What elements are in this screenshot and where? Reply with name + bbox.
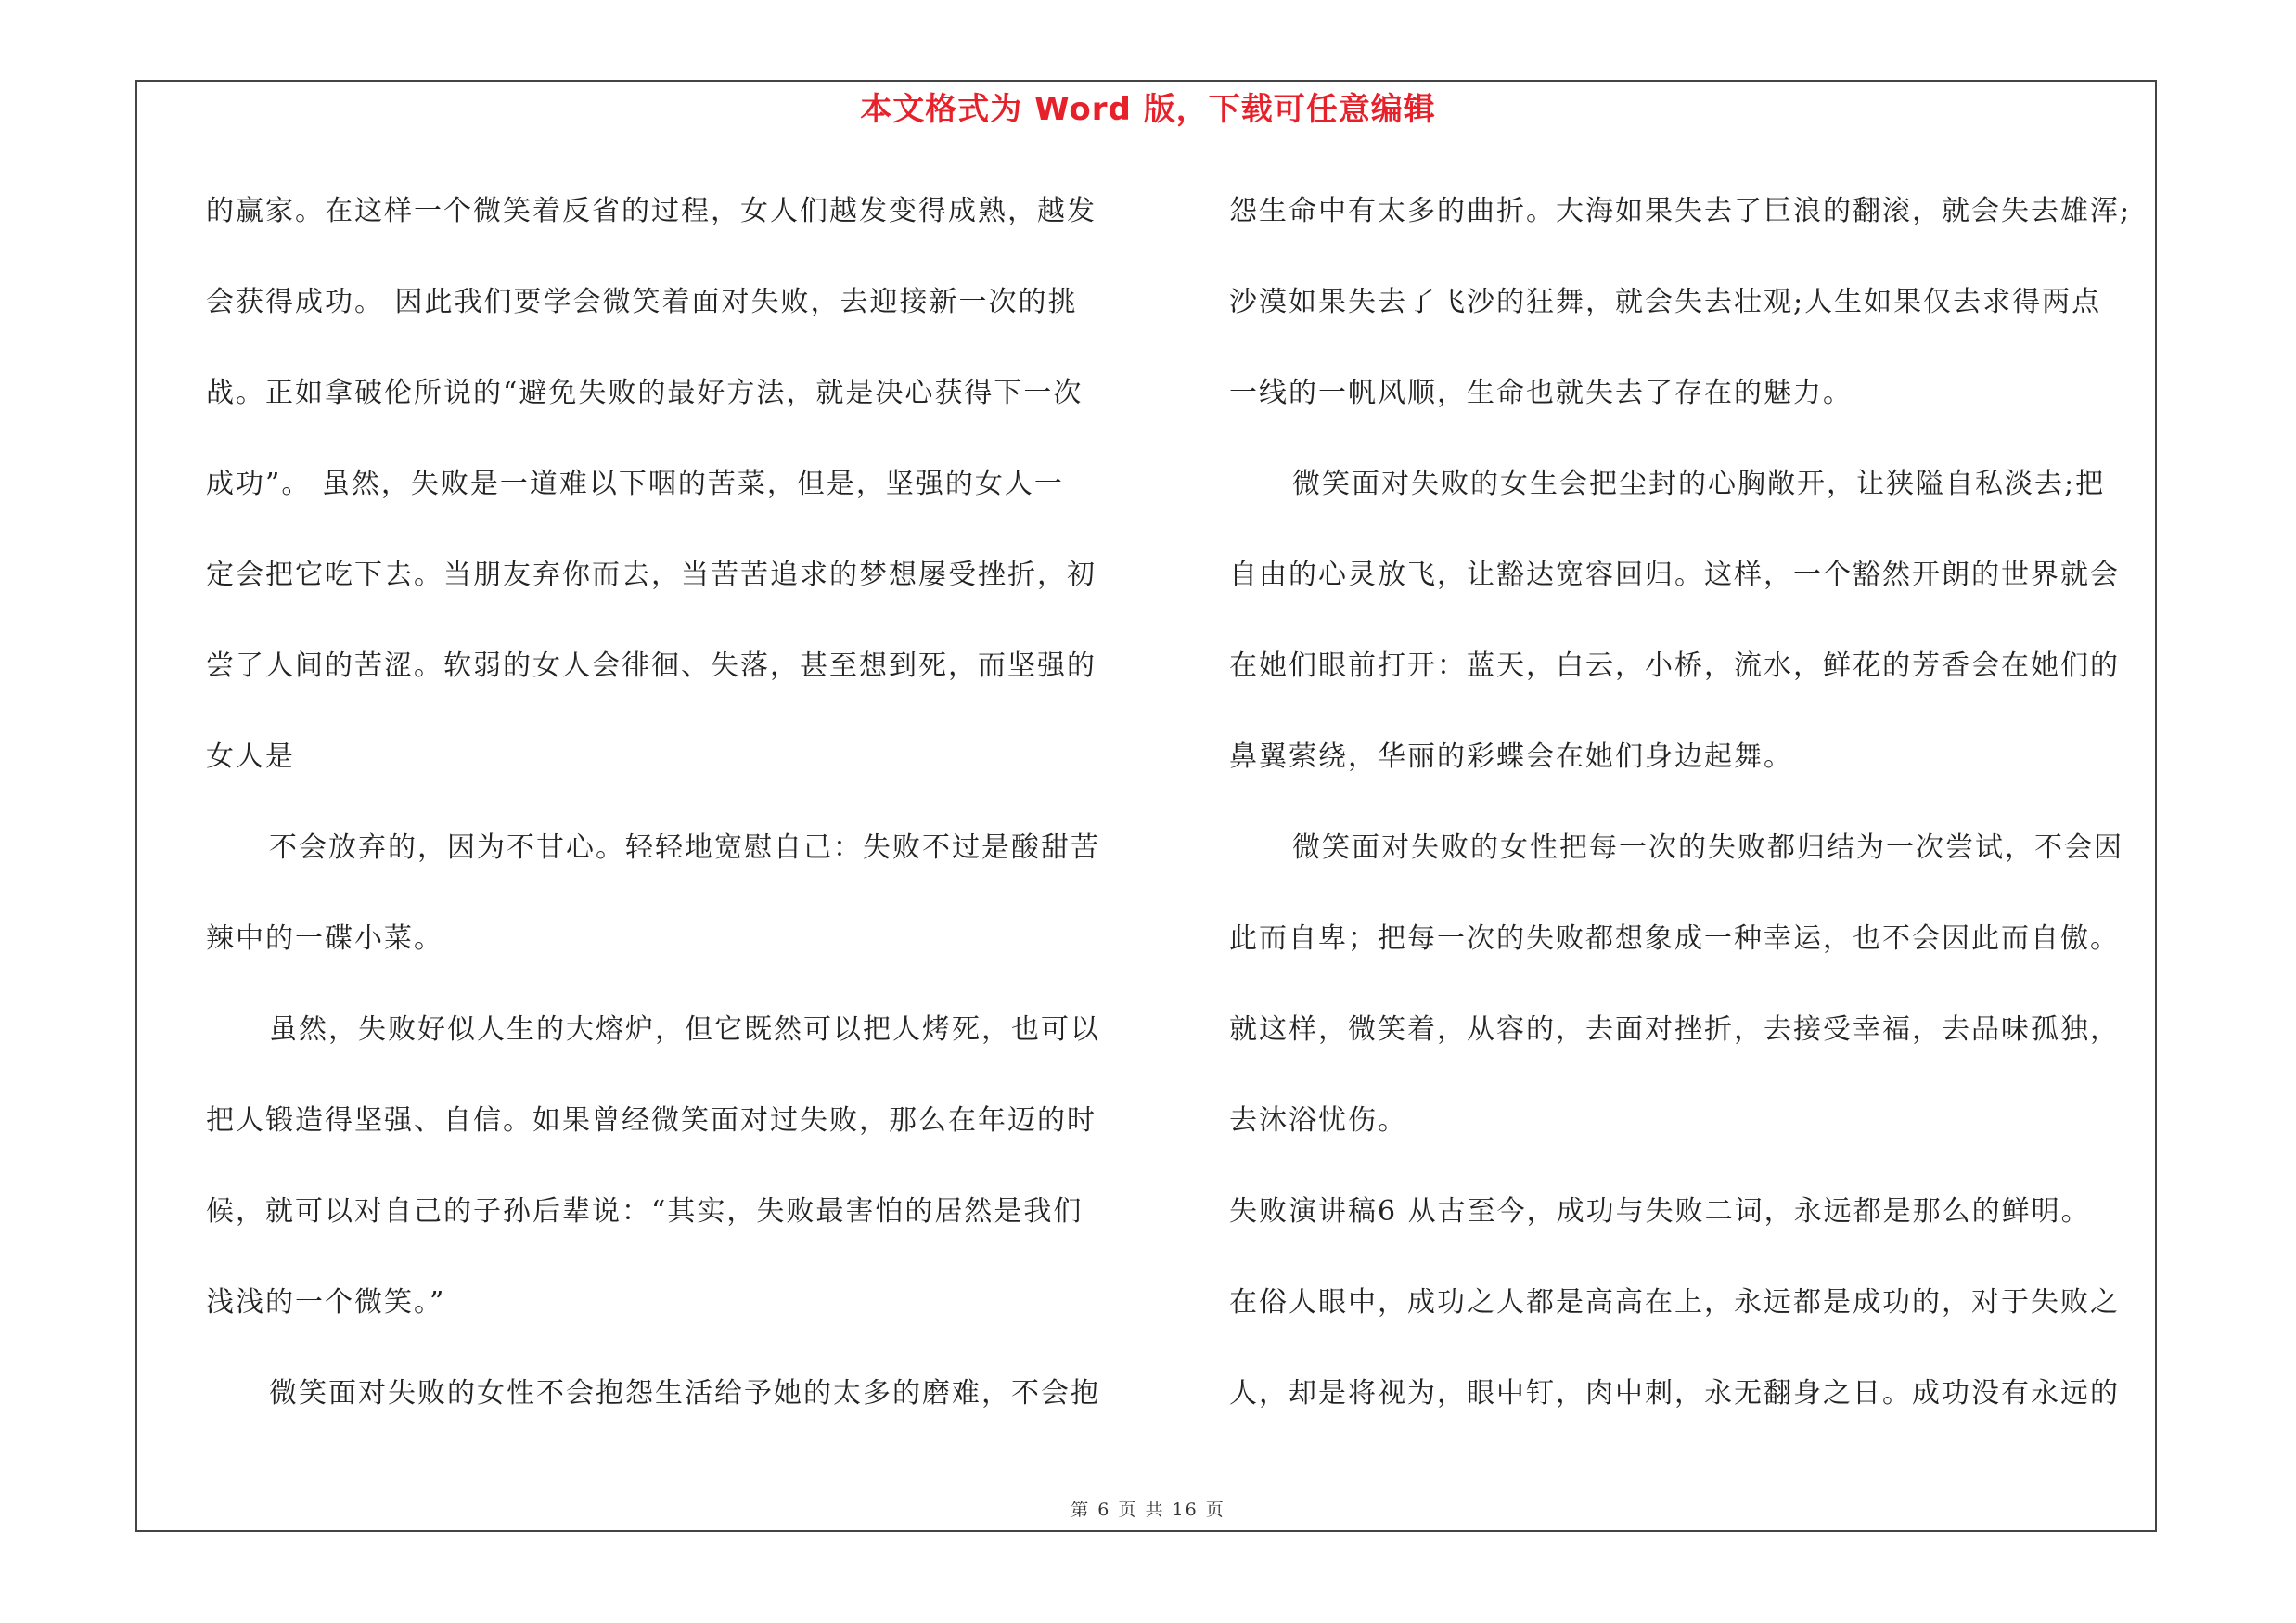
paragraph-line: 去沐浴忧伤。 bbox=[1229, 1104, 1407, 1137]
paragraph-line: 不会放弃的，因为不甘心。轻轻地宽慰自己：失败不过是酸甜苦 bbox=[269, 831, 1100, 864]
paragraph-line: 微笑面对失败的女生会把尘封的心胸敞开，让狭隘自私淡去;把 bbox=[1292, 468, 2106, 500]
paragraph-line: 候，就可以对自己的子孙后辈说：“其实，失败最害怕的居然是我们 bbox=[206, 1195, 1084, 1228]
paragraph-line: 战。正如拿破伦所说的“避免失败的最好方法，就是决心获得下一次 bbox=[206, 377, 1084, 409]
paragraph-line: 把人锻造得坚强、自信。如果曾经微笑面对过失败，那么在年迈的时 bbox=[206, 1104, 1097, 1137]
left-text-column bbox=[206, 182, 1129, 1455]
paragraph-line: 一线的一帆风顺，生命也就失去了存在的魅力。 bbox=[1229, 377, 1853, 409]
right-text-column bbox=[1229, 182, 2166, 1455]
paragraph-line: 鼻翼萦绕，华丽的彩蝶会在她们身边起舞。 bbox=[1229, 741, 1793, 773]
paragraph-line: 会获得成功。 因此我们要学会微笑着面对失败，去迎接新一次的挑 bbox=[206, 286, 1078, 318]
paragraph-line: 微笑面对失败的女性把每一次的失败都归结为一次尝试，不会因 bbox=[1292, 831, 2123, 864]
paragraph-line: 女人是 bbox=[206, 741, 295, 773]
paragraph-line: 浅浅的一个微笑。” bbox=[206, 1286, 446, 1319]
paragraph-line: 成功”。 虽然，失败是一道难以下咽的苦菜，但是，坚强的女人一 bbox=[206, 468, 1064, 500]
paragraph-line: 自由的心灵放飞，让豁达宽容回归。这样，一个豁然开朗的世界就会 bbox=[1229, 559, 2120, 591]
paragraph-line: 在她们眼前打开：蓝天，白云，小桥，流水，鲜花的芳香会在她们的 bbox=[1229, 650, 2120, 682]
paragraph-line: 沙漠如果失去了飞沙的狂舞，就会失去壮观;人生如果仅去求得两点 bbox=[1229, 286, 2102, 318]
paragraph-line: 人，却是将视为，眼中钉，肉中刺，永无翻身之日。成功没有永远的 bbox=[1229, 1377, 2120, 1410]
paragraph-line: 定会把它吃下去。当朋友弃你而去，当苦苦追求的梦想屡受挫折，初 bbox=[206, 559, 1097, 591]
paragraph-line: 虽然，失败好似人生的大熔炉，但它既然可以把人烤死，也可以 bbox=[269, 1013, 1100, 1046]
section-heading-line: 失败演讲稿6 从古至今，成功与失败二词，永远都是那么的鲜明。 bbox=[1229, 1195, 2091, 1228]
paragraph-line: 微笑面对失败的女性不会抱怨生活给予她的太多的磨难，不会抱 bbox=[269, 1377, 1100, 1410]
paragraph-line: 此而自卑；把每一次的失败都想象成一种幸运，也不会因此而自傲。 bbox=[1229, 922, 2120, 955]
page-number: 第 6 页 共 16 页 bbox=[1071, 1500, 1225, 1520]
paragraph-line: 的赢家。在这样一个微笑着反省的过程，女人们越发变得成熟，越发 bbox=[206, 195, 1097, 227]
paragraph-line: 辣中的一碟小菜。 bbox=[206, 922, 443, 955]
paragraph-line: 尝了人间的苦涩。软弱的女人会徘徊、失落，甚至想到死，而坚强的 bbox=[206, 650, 1097, 682]
paragraph-line: 在俗人眼中，成功之人都是高高在上，永远都是成功的，对于失败之 bbox=[1229, 1286, 2120, 1319]
format-banner: 本文格式为 Word 版，下载可任意编辑 bbox=[860, 91, 1436, 128]
paragraph-line: 就这样，微笑着，从容的，去面对挫折，去接受幸福，去品味孤独， bbox=[1229, 1013, 2120, 1046]
paragraph-line: 怨生命中有太多的曲折。大海如果失去了巨浪的翻滚，就会失去雄浑; bbox=[1229, 195, 2132, 227]
